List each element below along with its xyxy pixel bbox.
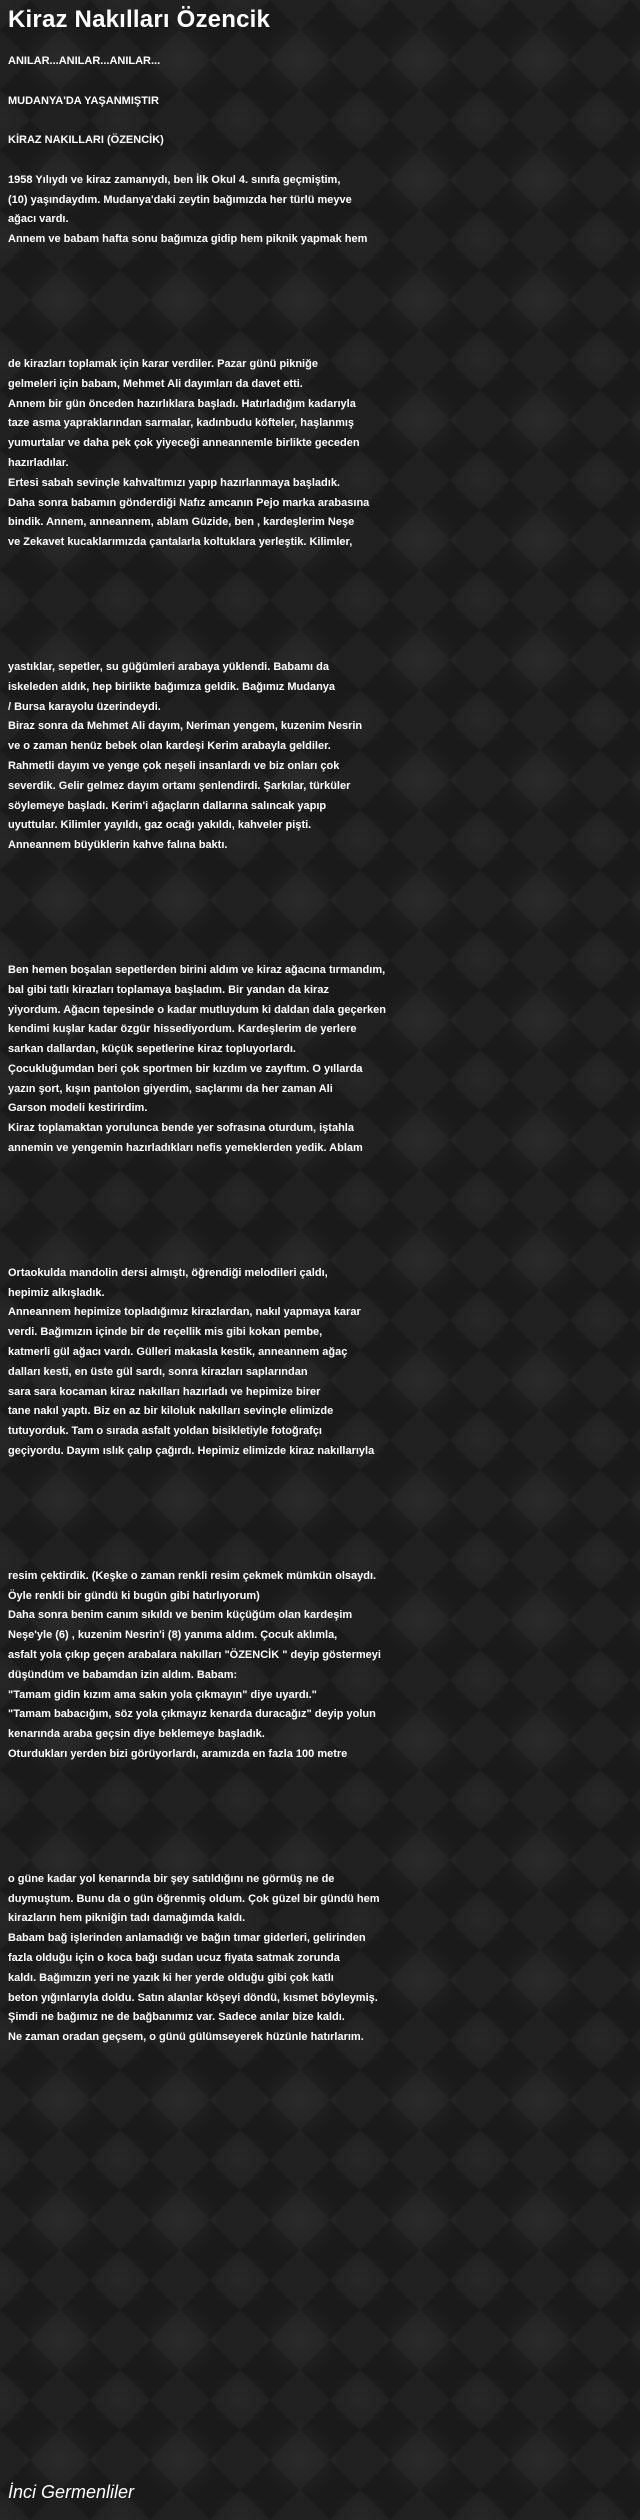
poem-line: ANILAR...ANILAR...ANILAR... [8,55,161,67]
poem-line: de kirazları toplamak için karar verdiler. Pazar günü pikniğe [8,357,318,370]
poem-title: Kiraz Nakılları Özencik [8,6,271,33]
poem-line: (10) yaşındaydım. Mudanya'daki zeytin bağımızda her türlü meyve [8,193,352,206]
poem-line: iskeleden aldık, hep birlikte bağımıza geldik. Bağımız Mudanya [8,680,336,693]
poem-line: Garson modeli kestirirdim. [8,1102,148,1115]
stanza-gap [8,553,636,658]
poem-line: Annem ve babam hafta sonu bağımıza gidip hem piknik yapmak hem [8,233,368,246]
poem-line: tutuyorduk. Tam o sırada asfalt yoldan bisikletiyle fotoğrafçı [8,1425,322,1438]
poem-line: Anneannem hepimize topladığımız kirazlardan, nakıl yapmaya karar [8,1306,361,1319]
poem-line: Oturdukları yerden bizi görüyorlardı, aramızda en fazla 100 metre [8,1748,348,1761]
poem-line: duymuştum. Bunu da o gün öğrenmiş oldum. Çok güzel bir gündü hem [8,1892,380,1905]
poem-line: Öyle renkli bir gündü ki bugün gibi hatırlıyorum) [8,1589,260,1602]
poem-line: ve Zekavet kucaklarımızda çantalarla koltuklara yerleştik. Kilimler, [8,536,353,549]
poem-line: Ortaokulda mandolin dersi almıştı, öğrendiği melodileri çaldı, [8,1266,328,1279]
poem-line: katmerli gül ağacı vardı. Gülleri makasla kestik, anneannem ağaç [8,1346,348,1359]
poem-line: Ertesi sabah sevinçle kahvaltımızı yapıp hazırlanmaya başladık. [8,476,340,489]
poem-line: fazla olduğu için o koca bağı sudan ucuz fiyata satmak zorunda [8,1952,340,1964]
poem-line: Ne zaman oradan geçsem, o günü gülümseyerek hüzünle hatırlarım. [8,2031,364,2044]
poem-line: dalları kesti, en üste gül sardı, sonra kirazları saplarından [8,1365,308,1378]
poem-body [8,52,636,2048]
poem-line: gelmeleri için babam, Mehmet Ali dayımları da davet etti. [8,377,303,390]
poem-line: tane nakıl yaptı. Biz en az bir kiloluk nakılları sevinçle elimizde [8,1405,334,1418]
poem-line: hazırladılar. [8,456,69,469]
poem-line: söylemeye başladı. Kerim'i ağaçların dallarına salıncak yapıp [8,799,327,812]
poem-line: yastıklar, sepetler, su güğümleri arabaya yüklendi. Babamı da [8,660,329,673]
poem-line: Anneannem büyüklerin kahve falına baktı. [8,839,228,852]
poem-line: sara sara kocaman kiraz nakılları hazırladı ve hepimize birer [8,1385,321,1398]
poem-line: beton yığınlarıyla doldu. Satın alanlar köşeyi döndü, kısmet böyleymiş. [8,1991,378,2004]
poem-line: uyuttular. Kilimler yayıldı, gaz ocağı yakıldı, kahveler pişti. [8,819,312,832]
poem-line: 1958 Yılıydı ve kiraz zamanıydı, ben İlk Okul 4. sınıfa geçmiştim, [8,173,341,186]
poem-line [8,151,636,171]
poem-line: Neşe'yle (6) , kuzenim Nesrin'i (8) yanıma aldım. Çocuk aklımla, [8,1629,338,1642]
author-name: İnci Germenliler [8,2482,135,2502]
poem-line: sarkan dallardan, küçük sepetlerine kiraz topluyorlardı. [8,1043,296,1056]
poem-line: Rahmetli dayım ve yenge çok neşeli insanlardı ve biz onları çok [8,759,340,772]
poem-line: annemin ve yengemin hazırladıkları nefis yemeklerden yedik. Ablam [8,1142,363,1155]
poem-line: yazın şort, kışın pantolon giyerdim, saçlarımı da her zaman Ali [8,1082,333,1095]
poem-line: Şimdi ne bağımız ne de bağbanımız var. Sadece anılar bize kaldı. [8,2011,345,2024]
poem-line: Biraz sonra da Mehmet Ali dayım, Neriman yengem, kuzenim Nesrin [8,720,363,733]
stanza-gap [8,856,636,961]
poem-line: resim çektirdik. (Keşke o zaman renkli resim çekmek mümkün olsaydı. [8,1569,377,1582]
poem-line: Çocukluğumdan beri çok sportmen bir kızdım ve zayıftım. O yıllarda [8,1062,363,1075]
stanza-gap [8,1159,636,1264]
poem-line: asfalt yola çıkıp geçen arabalara nakılları "ÖZENCİK " deyip göstermeyi [8,1649,381,1662]
poem-line: severdik. Gelir gelmez dayım ortamı şenlendirdi. Şarkılar, türküler [8,779,351,792]
poem-line: / Bursa karayolu üzerindeydi. [8,700,161,713]
poem-line: hepimiz alkışladık. [8,1286,105,1299]
poem-line: "Tamam babacığım, söz yola çıkmayız kenarda duracağız" deyip yolun [8,1708,376,1721]
poem-line: verdi. Bağımızın içinde bir de reçellik mis gibi kokan pembe, [8,1326,323,1339]
poem-line: MUDANYA'DA YAŞANMIŞTIR [8,94,159,107]
poem-line: Annem bir gün önceden hazırlıklara başladı. Hatırladığım kadarıyla [8,397,356,410]
poem-line: bindik. Annem, anneannem, ablam Güzide, ben , kardeşlerim Neşe [8,516,355,529]
poem-line [8,72,636,92]
poem-line: bal gibi tatlı kirazları toplamaya başladım. Bir yandan da kiraz [8,983,329,996]
poem-line: kirazların hem pikniğin tadı damağımda kaldı. [8,1912,246,1925]
poem-line: ağacı vardı. [8,213,69,226]
poem-line: kenarında araba geçsin diye beklemeye başladık. [8,1728,265,1741]
poem-line: Ben hemen boşalan sepetlerden birini aldım ve kiraz ağacına tırmandım, [8,963,386,976]
poem-line: ve o zaman henüz bebek olan kardeşi Kerim arabayla geldiler. [8,740,331,753]
poem-line: yiyordum. Ağacın tepesinde o kadar mutluydum ki daldan dala geçerken [8,1003,386,1016]
poem-line: Daha sonra babamın gönderdiği Nafız amcanın Pejo marka arabasına [8,496,370,509]
stanza-gap [8,1765,636,1870]
poem-line: kendimi kuşlar kadar özgür hissediyordum. Kardeşlerim de yerlere [8,1023,357,1036]
poem-line: Babam bağ işlerinden anlamadığı ve bağın tımar giderleri, gelirinden [8,1932,366,1945]
stanza-gap [8,250,636,355]
poem-line: yumurtalar ve daha pek çok yiyeceği anneannemle birlikte geceden [8,437,360,450]
stanza-gap [8,1462,636,1567]
poem-line [8,111,636,131]
poem-line: düşündüm ve babamdan izin aldım. Babam: [8,1668,238,1681]
poem-line: taze asma yapraklarından sarmalar, kadınbudu köfteler, haşlanmış [8,417,355,430]
poem-line: o güne kadar yol kenarında bir şey satıldığını ne görmüş ne de [8,1872,335,1885]
poem-line: "Tamam gidin kızım ama sakın yola çıkmayın" diye uyardı." [8,1688,317,1701]
poem-line: KİRAZ NAKILLARI (ÖZENCİK) [8,134,164,147]
poem-line: geçiyordu. Dayım ıslık çalıp çağırdı. Hepimiz elimizde kiraz nakıllarıyla [8,1445,375,1458]
poem-line: Kiraz toplamaktan yorulunca bende yer sofrasına oturdum, iştahla [8,1122,354,1135]
poem-line: Daha sonra benim canım sıkıldı ve benim küçüğüm olan kardeşim [8,1609,353,1622]
poem-line: kaldı. Bağımızın yeri ne yazık ki her yerde olduğu gibi çok katlı [8,1971,334,1984]
